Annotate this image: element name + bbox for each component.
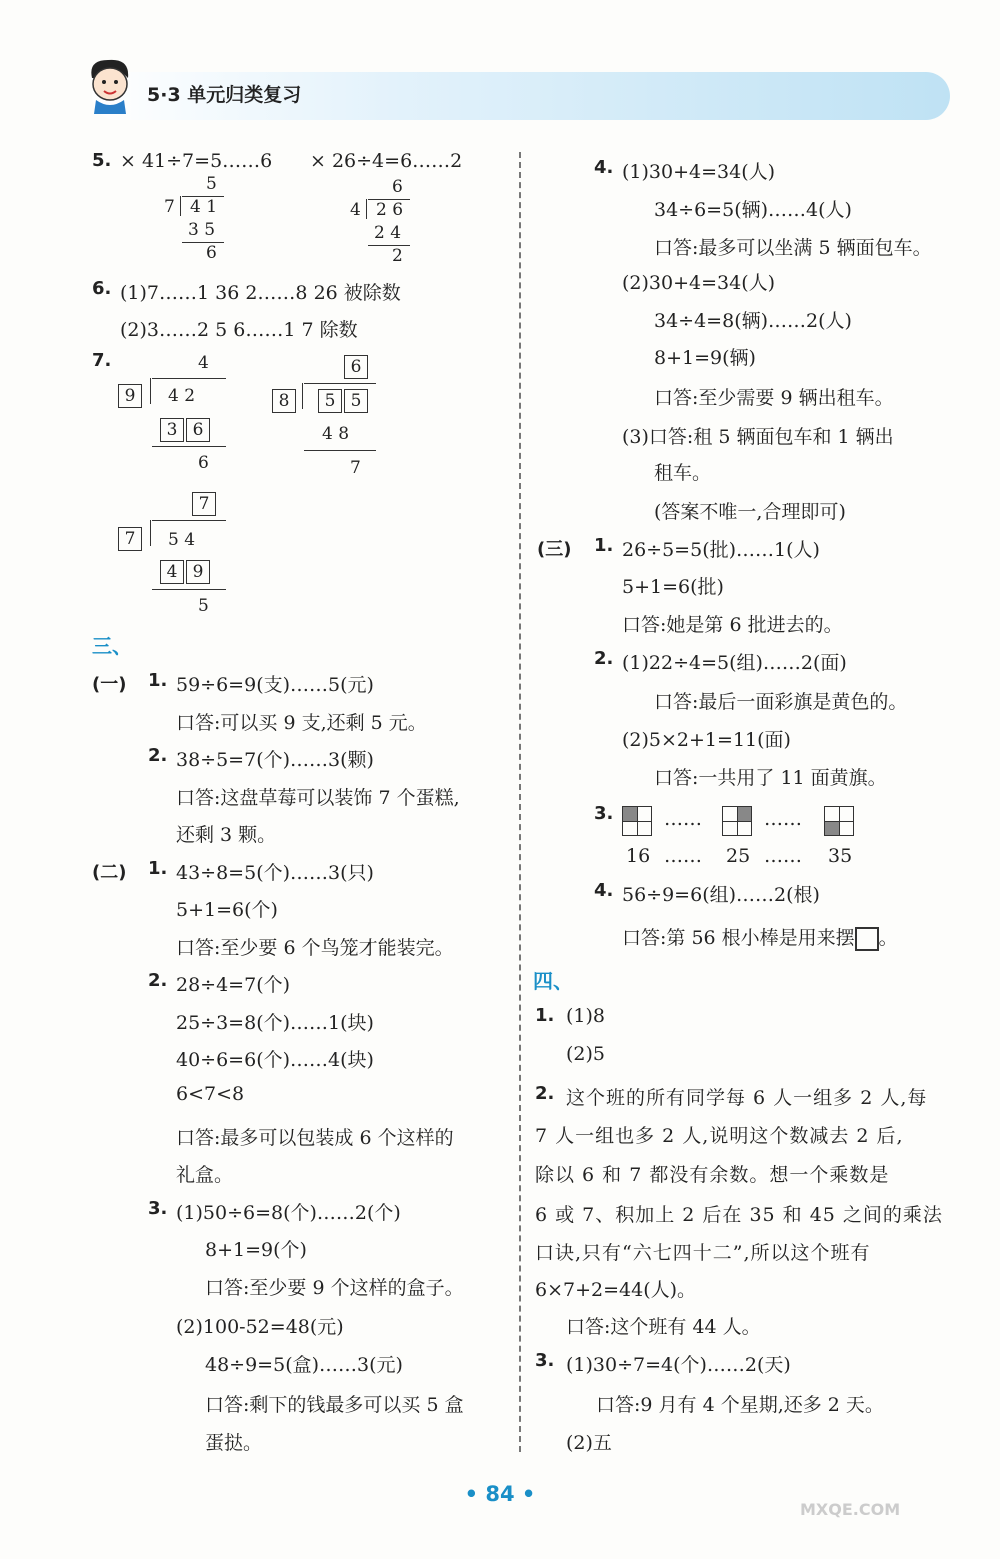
q4-line-3: 口答:最多可以坐满 5 辆面包车。 [654,237,932,259]
s4-line-5: (2)五 [566,1432,612,1454]
q7c-line [152,589,226,590]
q7a-bar [152,378,226,379]
q4-line-10: (答案不唯一,合理即可) [654,501,846,523]
s4-q3-number: 3. [535,1350,555,1371]
q7b-bar [304,383,376,384]
q7c-bar [152,520,226,521]
g3-line-9-wrap [622,923,898,951]
q7c-product-2: 9 [186,560,210,584]
g2-line-2: 5+1=6(个) [176,899,278,921]
s4-para-5: 口诀,只有“六七四十二”,所以这个班有 [535,1242,871,1264]
q7a-product-2: 6 [186,418,210,442]
q7b-dividend-boxes [318,389,370,413]
ld2-divisor: 4 [350,200,361,220]
g3-line-5: 口答:最后一面彩旗是黄色的。 [654,691,908,713]
g3-line-9-end: 。 [878,927,898,949]
g3-count-3: 35 [828,845,853,867]
q4-line-8: (3)口答:租 5 辆面包车和 1 辆出 [622,426,894,448]
q7c-quotient-box [192,492,218,516]
ld1-remainder: 6 [206,243,217,263]
watermark: MXQE.COM [800,1500,901,1519]
g3-count-2: 25 [726,845,751,867]
g2-q3-number: 3. [148,1198,168,1219]
g2-line-16: 蛋挞。 [205,1432,263,1454]
g1-line-1: 59÷6=9(支)……5(元) [176,674,374,696]
page-number: • 84 • [464,1482,536,1506]
q7a-remainder: 6 [198,453,209,473]
q4-line-9: 租车。 [654,462,712,484]
g2-line-6: 40÷6=6(个)……4(块) [176,1049,374,1071]
g3-line-6: (2)5×2+1=11(面) [622,729,791,751]
q7b-divisor-box [272,389,298,413]
g2-line-8: 口答:最多可以包装成 6 个这样的 [176,1127,454,1149]
grid-pattern-3 [824,806,854,836]
s4-line-3: (1)30÷7=4(个)……2(天) [566,1354,791,1376]
ld2-remainder: 2 [392,246,403,266]
q7c-divisor: 7 [118,527,142,551]
g3-dots-2: …… [764,808,802,830]
s4-para-7: 口答:这个班有 44 人。 [566,1316,761,1338]
ld2-line [368,245,410,246]
g1-q1-number: 1. [148,670,168,691]
q7c-product-1: 4 [160,560,184,584]
g3-dots-3: …… [664,845,702,867]
g1-line-4: 口答:这盘草莓可以装饰 7 个蛋糕, [176,787,460,809]
g2-tag: (二) [92,862,127,883]
column-divider [519,152,521,1452]
ld2-bracket [366,199,367,219]
q7b-remainder: 7 [350,458,361,478]
q7b-product: 4 8 [322,424,350,444]
section-3-heading: 三、 [92,634,132,658]
grid-pattern-1 [622,806,652,836]
q7b-bracket [302,383,303,409]
q4-number: 4. [594,157,614,178]
q7c-divisor-box [118,527,144,551]
g2-line-5: 25÷3=8(个)……1(块) [176,1012,374,1034]
q7-number: 7. [92,350,112,371]
header-title: 5·3 单元归类复习 [147,84,302,106]
g3-q3-number: 3. [594,803,614,824]
g2-line-10: (1)50÷6=8(个)……2(个) [176,1202,401,1224]
g3-tag: (三) [537,539,572,560]
q7b-divisor: 8 [272,389,296,413]
q7a-divisor: 9 [118,384,142,408]
q4-line-7: 口答:至少需要 9 辆出租车。 [654,387,894,409]
q7c-dividend: 5 4 [168,530,196,550]
g1-line-3: 38÷5=7(个)……3(颗) [176,749,374,771]
q7a-product-1: 3 [160,418,184,442]
g2-line-11: 8+1=9(个) [205,1239,307,1261]
g3-dots-4: …… [764,845,802,867]
g1-line-5: 还剩 3 颗。 [176,824,277,846]
s4-para-4: 6 或 7、积加上 2 后在 35 和 45 之间的乘法 [535,1204,943,1226]
s4-line-4: 口答:9 月有 4 个星期,还多 2 天。 [596,1394,884,1416]
s4-para-2: 7 人一组也多 2 人,说明这个数减去 2 后, [535,1125,904,1147]
q6-line-2: (2)3……2 5 6……1 7 除数 [120,319,358,341]
q4-line-2: 34÷6=5(辆)……4(人) [654,199,852,221]
q7a-line [152,446,226,447]
q5-number: 5. [92,150,112,171]
ld2-quotient: 6 [392,177,403,197]
s4-line-1: (1)8 [566,1005,606,1027]
s4-para-6: 6×7+2=44(人)。 [535,1279,697,1301]
q5-answer-a: × 41÷7=5……6 [120,150,273,172]
g3-line-9: 口答:第 56 根小棒是用来摆 [622,927,855,949]
g2-line-13: (2)100-52=48(元) [176,1316,344,1338]
q7b-quotient: 6 [344,355,368,379]
mascot-logo [78,56,142,114]
g2-q2-number: 2. [148,970,168,991]
g3-line-4: (1)22÷4=5(组)……2(面) [622,652,847,674]
q4-line-6: 8+1=9(辆) [654,347,756,369]
ld1-quotient: 5 [206,174,217,194]
g2-line-7: 6<7<8 [176,1083,245,1105]
q7c-bracket [150,520,151,546]
g2-line-15: 口答:剩下的钱最多可以买 5 盒 [205,1394,464,1416]
g3-q1-number: 1. [594,535,614,556]
ld1-divisor: 7 [164,197,175,217]
g2-line-12: 口答:至少要 9 个这样的盒子。 [205,1277,464,1299]
q7a-product-boxes [160,418,212,442]
g2-line-4: 28÷4=7(个) [176,974,291,996]
section-4-heading: 四、 [533,969,573,993]
q7a-bracket [150,378,151,404]
q7a-quotient: 4 [198,353,209,373]
g3-q4-number: 4. [594,880,614,901]
g3-line-7: 口答:一共用了 11 面黄旗。 [654,767,887,789]
q7b-dividend-2: 5 [344,389,368,413]
g1-tag: (一) [92,674,127,695]
g3-line-2: 5+1=6(批) [622,576,724,598]
g3-line-1: 26÷5=5(批)……1(人) [622,539,820,561]
grid-pattern-2 [722,806,752,836]
ld1-line [182,242,224,243]
g2-line-14: 48÷9=5(盒)……3(元) [205,1354,403,1376]
g3-line-8: 56÷9=6(组)……2(根) [622,884,820,906]
q7c-quotient: 7 [192,492,216,516]
g2-q1-number: 1. [148,858,168,879]
q6-number: 6. [92,278,112,299]
s4-q1-number: 1. [535,1005,555,1026]
q7b-quotient-box [344,355,370,379]
g1-line-2: 口答:可以买 9 支,还剩 5 元。 [176,712,427,734]
g2-line-3: 口答:至少要 6 个鸟笼才能装完。 [176,937,454,959]
q7a-divisor-box [118,384,144,408]
q7c-remainder: 5 [198,596,209,616]
q7b-line [304,450,376,451]
q5-answer-b: × 26÷4=6……2 [310,150,463,172]
g2-line-9: 礼盒。 [176,1164,234,1186]
s4-q2-number: 2. [535,1083,555,1104]
q4-line-5: 34÷4=8(辆)……2(人) [654,310,852,332]
g3-q2-number: 2. [594,648,614,669]
ld1-dividend: 4 1 [190,197,218,217]
ld2-product: 2 4 [374,223,402,243]
g2-line-1: 43÷8=5(个)……3(只) [176,862,374,884]
q4-line-1: (1)30+4=34(人) [622,161,776,183]
g3-line-3: 口答:她是第 6 批进去的。 [622,614,843,636]
g3-count-1: 16 [626,845,651,867]
q7b-dividend-1: 5 [318,389,342,413]
q7c-product-boxes [160,560,212,584]
s4-line-2: (2)5 [566,1043,606,1065]
q4-line-4: (2)30+4=34(人) [622,272,776,294]
ld2-dividend: 2 6 [376,200,404,220]
g1-q2-number: 2. [148,745,168,766]
q6-line-1: (1)7……1 36 2……8 26 被除数 [120,282,401,304]
s4-para-3: 除以 6 和 7 都没有余数。想一个乘数是 [535,1164,890,1186]
s4-para-1: 这个班的所有同学每 6 人一组多 2 人,每 [566,1087,928,1109]
q7a-dividend: 4 2 [168,386,196,406]
g3-dots-1: …… [664,808,702,830]
ld1-bracket [180,196,181,216]
ld1-product: 3 5 [188,220,216,240]
square-stick-icon [855,927,879,951]
